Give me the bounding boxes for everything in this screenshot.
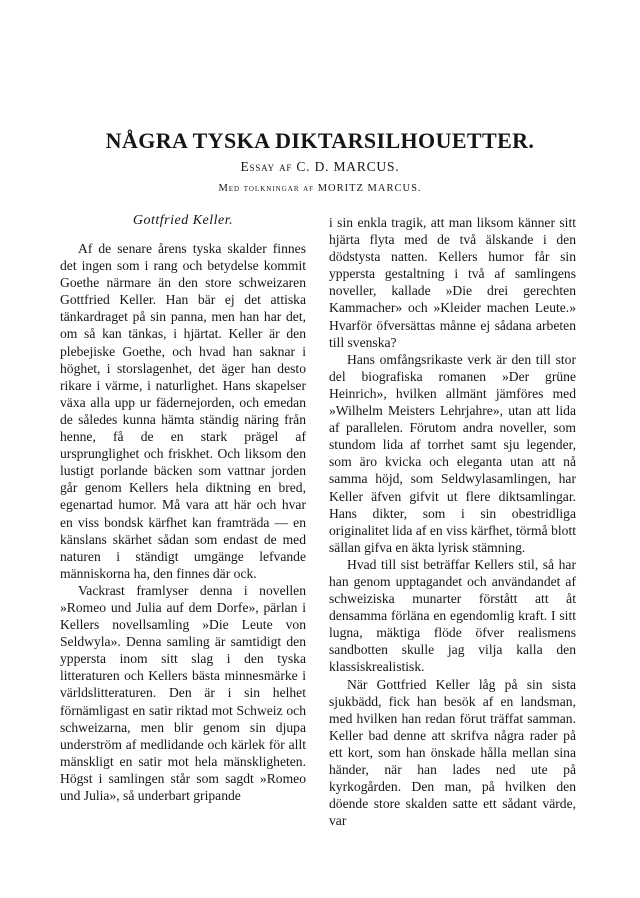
translation-credit	[0, 182, 640, 196]
left-column	[60, 212, 306, 804]
paragraph: Hvad till sist beträffar Kellers stil, så har han genom upptagandet och användandet af schweiziska munarter förstått att åt densamma förläna en egendomlig kraft. I sitt lugna, mäktiga flöde öfver realismens sandbotten skulle jag vilja kalla den klassiskrealistisk.	[329, 556, 576, 675]
paragraph: Af de senare årens tyska skalder finnes det ingen som i rang och betydelse kommit Goethe närmare än den store schweizaren Gottfried Keller. Han bär ej det attiska tänkardraget på sin panna, men han har det, om så kan tänkas, i hjärtat. Keller är den plebejiske Goethe, och hvad han saknar i höghet, i storslagenhet, det äger han desto rikare i värme, i naturlighet. Hans skapelser växa alla upp ur fädernejorden, och emedan de således kunna hämta ständig näring från henne, få de en stark prägel af ursprunglighet och friskhet. Och liksom den lustigt porlande bäcken som vattnar jorden går genom Kellers hela diktning en bred, egenartad humor. Må vara att här och hvar en viss bondsk kärfhet kan framträda — en känslans skärhet sådan som endast de med naturen i ständigt umgänge lefvande människorna ha, den finnes där ock.	[60, 241, 306, 581]
translation-label: Med tolkningar af	[218, 183, 315, 194]
right-column	[329, 214, 576, 829]
paragraph: När Gottfried Keller låg på sin sista sjukbädd, fick han besök af en landsman, med hvilken han redan förut träffat samman. Keller bad denne att skrifva några rader på ett kort, som han önskade hålla mellan sina händer, när han lades ned ute på kyrkogården. Den man, på hvilken den döende store skalden satte ett sådant värde, var	[329, 676, 576, 829]
section-heading: Gottfried Keller.	[132, 213, 234, 228]
paragraph: Vackrast framlyser denna i novellen »Romeo und Julia auf dem Dorfe», pärlan i Kellers novellsamling »Die Leute von Seldwyla». Denna samling är samtidigt den yppersta inom sitt slag i den tyska litteraturen och Kellers bästa minnesmärke i världslitteraturen. Den är i sin helhet förnämligast en satir riktad mot Schweiz och schweizarna, men blir genom sin djupa underström af medlidande och kärlek för allt mänskligt en satir mot hela mänskligheten. Högst i samlingen står som sagdt »Romeo und Julia», så underbart gripande	[60, 582, 306, 803]
essay-byline	[0, 159, 640, 175]
article-title: NÅGRA TYSKA DIKTARSILHOUETTER.	[105, 128, 535, 153]
paragraph: i sin enkla tragik, att man liksom känner sitt hjärta flyta med de två älskande i den dödstysta natten. Kellers humor får sin yppersta gestaltning i två af samlingens noveller, kallade »Die drei gerechten Kammacher» och »Kleider machen Leute.» Hvarför öfversättas månne ej sådana arbeten till svenska?	[329, 215, 576, 350]
essay-label: Essay af	[240, 159, 293, 174]
essay-author: C. D. MARCUS.	[296, 159, 400, 174]
translator-name: MORITZ MARCUS.	[317, 183, 422, 194]
paragraph: Hans omfångsrikaste verk är den till stor del biografiska romanen »Der grüne Heinrich», hvilken allmänt jämföres med »Wilhelm Meisters Lehrjahre», utan att lida af parallelen. Förutom andra noveller, som stundom lida af torrhet samt sju legender, som äro kvicka och eleganta utan att nå samma höjd, som Seldwylasamlingen, har Keller äfven gifvit ut flere diktsamlingar. Hans dikter, som i sin obestridliga originalitet lida af en viss kärfhet, törmå blott sällan gifva en äkta lyrisk stämning.	[329, 351, 576, 555]
